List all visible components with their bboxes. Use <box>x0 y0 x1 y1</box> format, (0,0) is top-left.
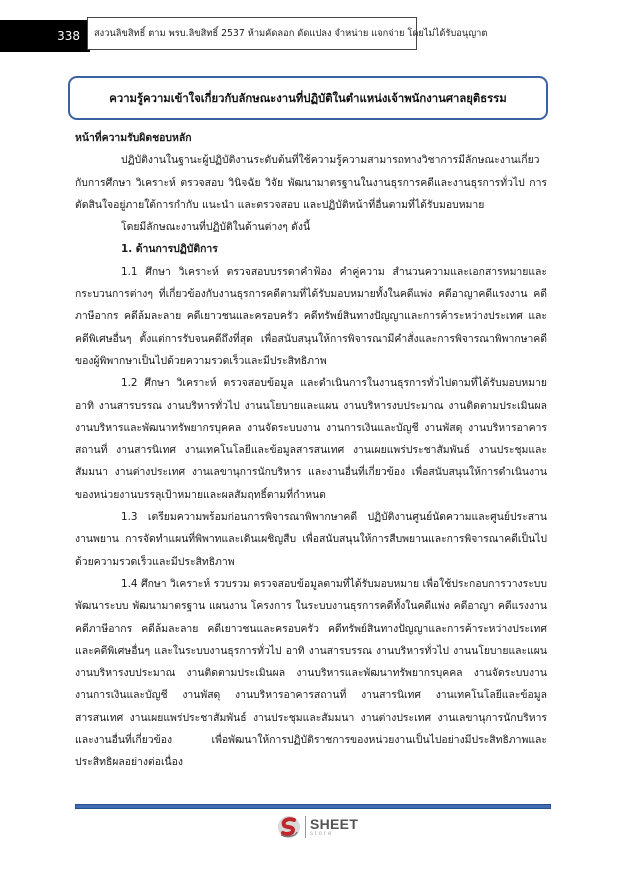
subsection-heading: 1. ด้านการปฏิบัติการ <box>121 243 218 256</box>
copyright-notice: สงวนลิขสิทธิ์ ตาม พรบ.ลิขสิทธิ์ 2537 ห้ามคัดลอก ดัดแปลง จำหน่าย แจกจ่าย โดยไม่ได้รับอนุญาต <box>94 28 488 39</box>
item-number: 1.2 <box>121 377 138 390</box>
logo-main-text: SHEET <box>310 816 359 832</box>
item-number: 1.3 <box>121 511 138 524</box>
list-item-1-4 <box>75 573 547 774</box>
chapter-title-box <box>68 76 548 120</box>
footer-divider <box>75 804 551 809</box>
list-item-1-3 <box>75 506 547 573</box>
logo-sub-text: store <box>310 831 334 837</box>
document-body <box>75 127 547 774</box>
item-number: 1.1 <box>121 265 138 278</box>
page-number: 338 <box>57 29 80 43</box>
intro-paragraph: ปฏิบัติงานในฐานะผู้ปฏิบัติงานระดับต้นที่ใช้ความรู้ความสามารถทางวิชาการมีลักษณะงานเกี่ยวกับการศึกษา วิเคราะห์ ตรวจสอบ วินิจฉัย วิจัย พัฒนามาตรฐานในงานธุรการคดีและงานธุรการทั่วไป การตัดสินใจอยู่ภายใต้การกำกับ แนะนำ และตรวจสอบ และปฏิบัติหน้าที่อื่นตามที่ได้รับมอบหมาย <box>75 154 547 211</box>
item-number: 1.4 <box>121 577 138 590</box>
intro-line-2: โดยมีลักษณะงานที่ปฏิบัติในด้านต่างๆ ดังนี้ <box>121 221 311 234</box>
sheetstore-s-icon <box>277 815 301 839</box>
copyright-notice-box <box>87 17 488 50</box>
item-text: ศึกษา วิเคราะห์ ตรวจสอบข้อมูล และดำเนินการในงานธุรการทั่วไปตามที่ได้รับมอบหมาย อาทิ งานสารบรรณ งานบริหารทั่วไป งานนโยบายและแผน งานบริหารงบประมาณ งานติดตามประเมินผล งานบริหารและพัฒนาทรัพยากรบุคคล งานจัดระบบงาน งานการเงินและบัญชี งานพัสดุ งานบริหารอาคารสถานที่ งานสารนิเทศ งานเทคโนโลยีและข้อมูลสารสนเทศ งานเผยแพร่ประชาสัมพันธ์ งานประชุมและสัมมนา งานต่างประเทศ งานเลขานุการนักบริหาร และงานอื่นที่เกี่ยวข้อง เพื่อสนับสนุนให้การดำเนินงานของหน่วยงานบรรลุเป้าหมายและผลสัมฤทธิ์ตามที่กำหนด <box>75 377 547 501</box>
logo-text <box>310 817 358 837</box>
page-number-block <box>0 20 90 52</box>
item-text: เตรียมความพร้อมก่อนการพิจารณาพิพากษาคดี ปฏิบัติงานศูนย์นัดความและศูนย์ประสานงานพยาน การจัดทำแผนที่พิพาทและเดินเผชิญสืบ เพื่อสนับสนุนให้การสืบพยานและการพิจารณาคดีเป็นไปด้วยความรวดเร็วและมีประสิทธิภาพ <box>75 511 547 568</box>
item-text: ศึกษา วิเคราะห์ รวบรวม ตรวจสอบข้อมูลตามที่ได้รับมอบหมาย เพื่อใช้ประกอบการวางระบบ พัฒนาระบบ พัฒนามาตรฐาน แผนงาน โครงการ ในระบบงานธุรการคดีทั้งในคดีแพ่ง คดีอาญา คดีแรงงาน คดีภาษีอากร คดีล้มละลาย คดีเยาวชนและครอบครัว คดีทรัพย์สินทางปัญญาและการค้าระหว่างประเทศ และคดีพิเศษอื่นๆ และในระบบงานธุรการทั่วไป อาทิ งานสารบรรณ งานบริหารทั่วไป งานนโยบายและแผน งานบริหารงบประมาณ งานติดตามประเมินผล งานบริหารและพัฒนาทรัพยากรบุคคล งานจัดระบบงาน งานการเงินและบัญชี งานพัสดุ งานบริหารอาคารสถานที่ งานสารนิเทศ งานเทคโนโลยีและข้อมูลสารสนเทศ งานเผยแพร่ประชาสัมพันธ์ งานประชุมและสัมมนา งานต่างประเทศ งานเลขานุการนักบริหาร และงานอื่นที่เกี่ยวข้อง เพื่อพัฒนาให้การปฏิบัติราชการของหน่วยงานเป็นไปอย่างมีประสิทธิภาพและประสิทธิผลอย่างต่อเนื่อง <box>75 577 547 769</box>
logo-separator <box>305 816 306 838</box>
section-heading: หน้าที่ความรับผิดชอบหลัก <box>75 132 192 144</box>
list-item-1-1 <box>75 261 547 372</box>
item-text: ศึกษา วิเคราะห์ ตรวจสอบบรรดาคำฟ้อง คำคู่ความ สำนวนความและเอกสารหมายและกระบวนการต่างๆ ที่เกี่ยวข้องกับงานธุรการคดีตามที่ได้รับมอบหมายทั้งในคดีแพ่ง คดีอาญาคดีแรงงาน คดีภาษีอากร คดีล้มละลาย คดีเยาวชนและครอบครัว คดีทรัพย์สินทางปัญญาและการค้าระหว่างประเทศ และคดีพิเศษอื่นๆ ตั้งแต่การรับจนคดีถึงที่สุด เพื่อสนับสนุนให้การพิจารณามีคำสั่งและการพิจารณาพิพากษาคดีของผู้พิพากษาเป็นไปด้วยความรวดเร็วและมีประสิทธิภาพ <box>75 265 547 367</box>
chapter-title: ความรู้ความเข้าใจเกี่ยวกับลักษณะงานที่ปฏิบัติในตำแหน่งเจ้าพนักงานศาลยุติธรรม <box>109 92 507 105</box>
sheetstore-logo <box>277 815 358 839</box>
list-item-1-2 <box>75 372 547 506</box>
